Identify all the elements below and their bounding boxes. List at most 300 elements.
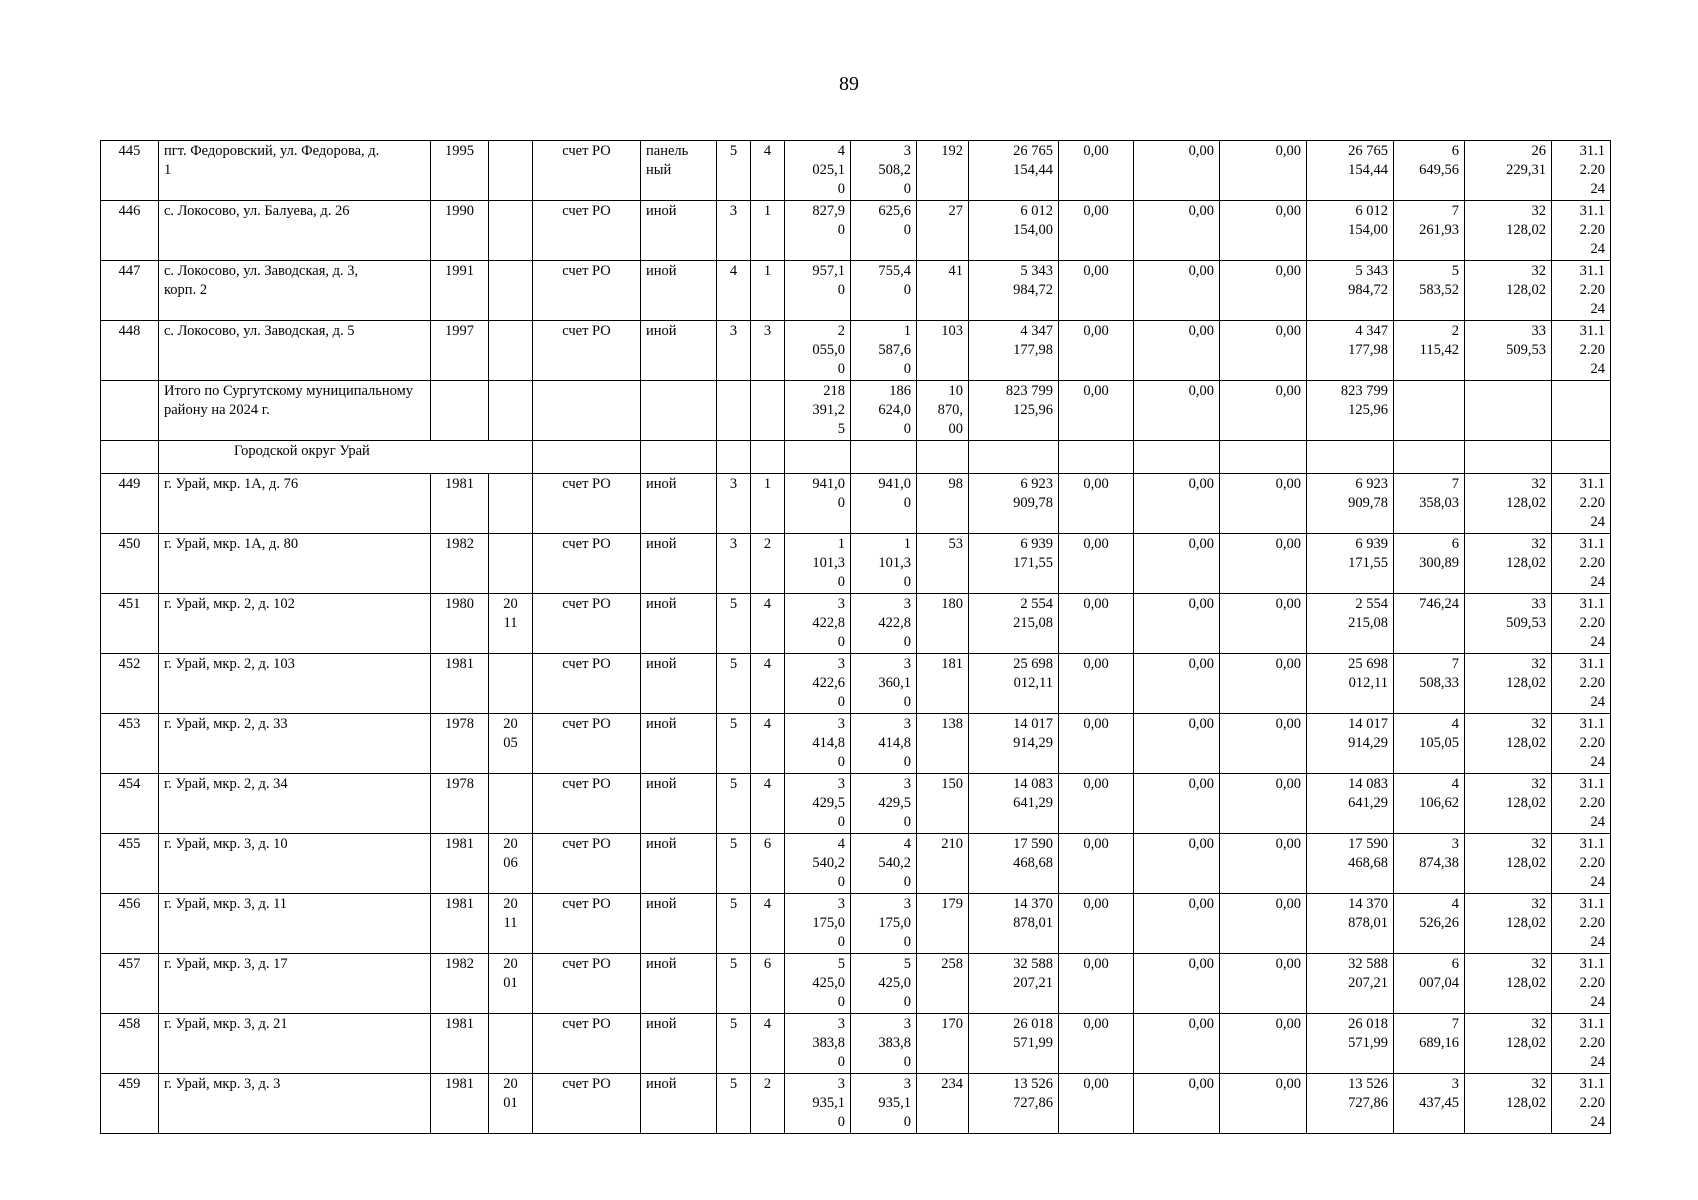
fund-method-cell: счет РО (533, 201, 641, 261)
floors-cell: 5 (717, 894, 751, 954)
deadline-cell: 31.1 2.20 24 (1552, 594, 1611, 654)
year-repair-cell (489, 261, 533, 321)
total-area-cell: 3 429,5 0 (785, 774, 851, 834)
wall-material-cell: иной (641, 774, 717, 834)
unit-cost-cell: 4 526,26 (1394, 894, 1465, 954)
residents-cell: 98 (917, 474, 969, 534)
max-unit-cost-cell: 32 128,02 (1465, 834, 1552, 894)
address-cell: г. Урай, мкр. 2, д. 102 (159, 594, 431, 654)
total-area-cell: 3 422,8 0 (785, 594, 851, 654)
wall-material-cell (641, 441, 717, 474)
living-area-cell: 4 540,2 0 (851, 834, 917, 894)
wall-material-cell: иной (641, 714, 717, 774)
total-cost-cell: 823 799 125,96 (969, 381, 1059, 441)
unit-cost-cell: 6 649,56 (1394, 141, 1465, 201)
total-cost-cell: 6 923 909,78 (969, 474, 1059, 534)
fund-method-cell: счет РО (533, 714, 641, 774)
total-area-cell: 3 935,1 0 (785, 1074, 851, 1134)
cost-fund-cell: 26 765 154,44 (1307, 141, 1394, 201)
entrances-cell: 6 (751, 954, 785, 1014)
cost-b-cell: 0,00 (1134, 954, 1220, 1014)
floors-cell: 3 (717, 474, 751, 534)
year-built-cell: 1991 (431, 261, 489, 321)
entrances-cell: 4 (751, 714, 785, 774)
cost-b-cell: 0,00 (1134, 201, 1220, 261)
wall-material-cell: иной (641, 594, 717, 654)
cost-c-cell: 0,00 (1220, 654, 1307, 714)
max-unit-cost-cell: 32 128,02 (1465, 534, 1552, 594)
row-number-cell: 450 (101, 534, 159, 594)
total-area-cell (785, 441, 851, 474)
entrances-cell (751, 441, 785, 474)
table-row (101, 201, 1611, 261)
row-number-cell: 454 (101, 774, 159, 834)
table-row (101, 654, 1611, 714)
cost-b-cell (1134, 441, 1220, 474)
max-unit-cost-cell: 32 128,02 (1465, 894, 1552, 954)
table-row (101, 1014, 1611, 1074)
deadline-cell: 31.1 2.20 24 (1552, 1074, 1611, 1134)
max-unit-cost-cell (1465, 381, 1552, 441)
cost-a-cell: 0,00 (1059, 381, 1134, 441)
cost-b-cell: 0,00 (1134, 261, 1220, 321)
cost-a-cell: 0,00 (1059, 474, 1134, 534)
table-row (101, 381, 1611, 441)
fund-method-cell: счет РО (533, 474, 641, 534)
cost-a-cell: 0,00 (1059, 534, 1134, 594)
max-unit-cost-cell: 32 128,02 (1465, 1074, 1552, 1134)
row-number-cell: 446 (101, 201, 159, 261)
cost-fund-cell (1307, 441, 1394, 474)
address-cell: с. Локосово, ул. Заводская, д. 3, корп. 2 (159, 261, 431, 321)
unit-cost-cell: 4 105,05 (1394, 714, 1465, 774)
row-number-cell: 452 (101, 654, 159, 714)
total-area-cell: 4 540,2 0 (785, 834, 851, 894)
row-number-cell: 445 (101, 141, 159, 201)
cost-b-cell: 0,00 (1134, 1014, 1220, 1074)
address-cell: г. Урай, мкр. 3, д. 3 (159, 1074, 431, 1134)
floors-cell: 5 (717, 594, 751, 654)
address-cell: г. Урай, мкр. 3, д. 10 (159, 834, 431, 894)
entrances-cell: 1 (751, 261, 785, 321)
cost-a-cell: 0,00 (1059, 321, 1134, 381)
max-unit-cost-cell: 33 509,53 (1465, 321, 1552, 381)
wall-material-cell: панель ный (641, 141, 717, 201)
fund-method-cell: счет РО (533, 834, 641, 894)
total-cost-cell: 26 765 154,44 (969, 141, 1059, 201)
table-row (101, 954, 1611, 1014)
floors-cell: 5 (717, 774, 751, 834)
address-cell: г. Урай, мкр. 2, д. 34 (159, 774, 431, 834)
deadline-cell: 31.1 2.20 24 (1552, 834, 1611, 894)
entrances-cell: 4 (751, 141, 785, 201)
total-area-cell: 1 101,3 0 (785, 534, 851, 594)
cost-c-cell: 0,00 (1220, 534, 1307, 594)
living-area-cell: 3 935,1 0 (851, 1074, 917, 1134)
entrances-cell: 1 (751, 201, 785, 261)
max-unit-cost-cell: 32 128,02 (1465, 654, 1552, 714)
address-cell: г. Урай, мкр. 1А, д. 76 (159, 474, 431, 534)
wall-material-cell: иной (641, 834, 717, 894)
cost-fund-cell: 17 590 468,68 (1307, 834, 1394, 894)
wall-material-cell: иной (641, 261, 717, 321)
total-area-cell: 957,1 0 (785, 261, 851, 321)
cost-b-cell: 0,00 (1134, 774, 1220, 834)
residents-cell: 192 (917, 141, 969, 201)
deadline-cell: 31.1 2.20 24 (1552, 774, 1611, 834)
address-cell: с. Локосово, ул. Заводская, д. 5 (159, 321, 431, 381)
living-area-cell: 3 383,8 0 (851, 1014, 917, 1074)
fund-method-cell: счет РО (533, 534, 641, 594)
year-repair-cell (489, 141, 533, 201)
residents-cell: 179 (917, 894, 969, 954)
year-built-cell: 1990 (431, 201, 489, 261)
living-area-cell: 625,6 0 (851, 201, 917, 261)
living-area-cell: 1 101,3 0 (851, 534, 917, 594)
wall-material-cell: иной (641, 321, 717, 381)
total-cost-cell: 32 588 207,21 (969, 954, 1059, 1014)
address-cell: с. Локосово, ул. Балуева, д. 26 (159, 201, 431, 261)
cost-a-cell: 0,00 (1059, 954, 1134, 1014)
cost-b-cell: 0,00 (1134, 1074, 1220, 1134)
table-row (101, 141, 1611, 201)
year-repair-cell: 20 05 (489, 714, 533, 774)
total-area-cell: 3 175,0 0 (785, 894, 851, 954)
table-row (101, 894, 1611, 954)
fund-method-cell: счет РО (533, 141, 641, 201)
deadline-cell (1552, 381, 1611, 441)
address-cell: г. Урай, мкр. 3, д. 17 (159, 954, 431, 1014)
cost-c-cell: 0,00 (1220, 201, 1307, 261)
deadline-cell: 31.1 2.20 24 (1552, 321, 1611, 381)
table-row (101, 1074, 1611, 1134)
unit-cost-cell: 6 300,89 (1394, 534, 1465, 594)
total-cost-cell: 14 017 914,29 (969, 714, 1059, 774)
deadline-cell: 31.1 2.20 24 (1552, 141, 1611, 201)
fund-method-cell: счет РО (533, 894, 641, 954)
deadline-cell: 31.1 2.20 24 (1552, 894, 1611, 954)
unit-cost-cell (1394, 441, 1465, 474)
entrances-cell: 3 (751, 321, 785, 381)
cost-a-cell: 0,00 (1059, 714, 1134, 774)
deadline-cell: 31.1 2.20 24 (1552, 654, 1611, 714)
floors-cell: 5 (717, 654, 751, 714)
cost-fund-cell: 823 799 125,96 (1307, 381, 1394, 441)
total-cost-cell: 6 939 171,55 (969, 534, 1059, 594)
living-area-cell (851, 441, 917, 474)
year-built-cell: 1978 (431, 714, 489, 774)
entrances-cell (751, 381, 785, 441)
row-number-cell: 458 (101, 1014, 159, 1074)
residents-cell: 138 (917, 714, 969, 774)
cost-fund-cell: 13 526 727,86 (1307, 1074, 1394, 1134)
year-repair-cell (489, 321, 533, 381)
max-unit-cost-cell: 32 128,02 (1465, 714, 1552, 774)
table-row (101, 534, 1611, 594)
cost-b-cell: 0,00 (1134, 321, 1220, 381)
cost-c-cell: 0,00 (1220, 834, 1307, 894)
total-cost-cell: 13 526 727,86 (969, 1074, 1059, 1134)
total-area-cell: 3 383,8 0 (785, 1014, 851, 1074)
cost-b-cell: 0,00 (1134, 474, 1220, 534)
cost-c-cell: 0,00 (1220, 714, 1307, 774)
row-number-cell: 449 (101, 474, 159, 534)
address-cell: г. Урай, мкр. 3, д. 21 (159, 1014, 431, 1074)
floors-cell (717, 381, 751, 441)
residents-cell: 170 (917, 1014, 969, 1074)
year-built-cell: 1982 (431, 954, 489, 1014)
wall-material-cell: иной (641, 954, 717, 1014)
fund-method-cell: счет РО (533, 954, 641, 1014)
entrances-cell: 4 (751, 1014, 785, 1074)
floors-cell: 5 (717, 1014, 751, 1074)
total-area-cell: 218 391,2 5 (785, 381, 851, 441)
floors-cell: 5 (717, 714, 751, 774)
floors-cell: 5 (717, 834, 751, 894)
unit-cost-cell: 6 007,04 (1394, 954, 1465, 1014)
table-row (101, 474, 1611, 534)
wall-material-cell: иной (641, 894, 717, 954)
floors-cell: 3 (717, 321, 751, 381)
cost-b-cell: 0,00 (1134, 714, 1220, 774)
wall-material-cell: иной (641, 201, 717, 261)
year-repair-cell: 20 01 (489, 1074, 533, 1134)
residents-cell: 27 (917, 201, 969, 261)
living-area-cell: 3 360,1 0 (851, 654, 917, 714)
cost-b-cell: 0,00 (1134, 654, 1220, 714)
cost-fund-cell: 14 083 641,29 (1307, 774, 1394, 834)
residents-cell: 41 (917, 261, 969, 321)
floors-cell: 3 (717, 534, 751, 594)
cost-fund-cell: 6 012 154,00 (1307, 201, 1394, 261)
total-cost-cell: 14 083 641,29 (969, 774, 1059, 834)
row-number-cell: 457 (101, 954, 159, 1014)
year-repair-cell (489, 774, 533, 834)
address-cell: г. Урай, мкр. 3, д. 11 (159, 894, 431, 954)
unit-cost-cell: 7 261,93 (1394, 201, 1465, 261)
table-row (101, 714, 1611, 774)
year-built-cell: 1981 (431, 654, 489, 714)
unit-cost-cell: 3 874,38 (1394, 834, 1465, 894)
total-area-cell: 3 422,6 0 (785, 654, 851, 714)
row-number-cell: 451 (101, 594, 159, 654)
total-area-cell: 941,0 0 (785, 474, 851, 534)
fund-method-cell: счет РО (533, 774, 641, 834)
row-number-cell: 447 (101, 261, 159, 321)
page-number: 89 (839, 73, 859, 95)
total-cost-cell: 4 347 177,98 (969, 321, 1059, 381)
cost-c-cell: 0,00 (1220, 141, 1307, 201)
residents-cell: 180 (917, 594, 969, 654)
year-built-cell: 1997 (431, 321, 489, 381)
entrances-cell: 4 (751, 894, 785, 954)
total-area-cell: 827,9 0 (785, 201, 851, 261)
total-area-cell: 4 025,1 0 (785, 141, 851, 201)
address-cell: г. Урай, мкр. 2, д. 103 (159, 654, 431, 714)
floors-cell: 5 (717, 954, 751, 1014)
fund-method-cell: счет РО (533, 1074, 641, 1134)
cost-c-cell (1220, 441, 1307, 474)
residents-cell: 181 (917, 654, 969, 714)
year-built-cell: 1981 (431, 1014, 489, 1074)
fund-method-cell (533, 381, 641, 441)
cost-b-cell: 0,00 (1134, 894, 1220, 954)
row-number-cell: 448 (101, 321, 159, 381)
table-row (101, 774, 1611, 834)
wall-material-cell: иной (641, 474, 717, 534)
cost-a-cell: 0,00 (1059, 201, 1134, 261)
cost-a-cell: 0,00 (1059, 894, 1134, 954)
unit-cost-cell: 3 437,45 (1394, 1074, 1465, 1134)
unit-cost-cell: 7 508,33 (1394, 654, 1465, 714)
row-number-cell: 453 (101, 714, 159, 774)
living-area-cell: 186 624,0 0 (851, 381, 917, 441)
total-area-cell: 5 425,0 0 (785, 954, 851, 1014)
total-cost-cell: 17 590 468,68 (969, 834, 1059, 894)
cost-c-cell: 0,00 (1220, 894, 1307, 954)
cost-b-cell: 0,00 (1134, 594, 1220, 654)
cost-fund-cell: 4 347 177,98 (1307, 321, 1394, 381)
row-number (101, 441, 159, 474)
cost-a-cell: 0,00 (1059, 774, 1134, 834)
entrances-cell: 4 (751, 594, 785, 654)
cost-c-cell: 0,00 (1220, 774, 1307, 834)
unit-cost-cell: 7 358,03 (1394, 474, 1465, 534)
cost-fund-cell: 25 698 012,11 (1307, 654, 1394, 714)
floors-cell: 4 (717, 261, 751, 321)
max-unit-cost-cell: 32 128,02 (1465, 954, 1552, 1014)
cost-a-cell: 0,00 (1059, 1014, 1134, 1074)
residents-cell: 10 870, 00 (917, 381, 969, 441)
cost-a-cell: 0,00 (1059, 1074, 1134, 1134)
entrances-cell: 4 (751, 774, 785, 834)
deadline-cell: 31.1 2.20 24 (1552, 1014, 1611, 1074)
year-repair-cell (489, 381, 533, 441)
deadline-cell: 31.1 2.20 24 (1552, 534, 1611, 594)
deadline-cell: 31.1 2.20 24 (1552, 714, 1611, 774)
total-cost-cell: 26 018 571,99 (969, 1014, 1059, 1074)
fund-method-cell: счет РО (533, 594, 641, 654)
year-built-cell: 1995 (431, 141, 489, 201)
cost-a-cell (1059, 441, 1134, 474)
living-area-cell: 5 425,0 0 (851, 954, 917, 1014)
total-cost-cell: 25 698 012,11 (969, 654, 1059, 714)
cost-a-cell: 0,00 (1059, 654, 1134, 714)
cost-fund-cell: 14 370 878,01 (1307, 894, 1394, 954)
residents-cell: 150 (917, 774, 969, 834)
deadline-cell: 31.1 2.20 24 (1552, 201, 1611, 261)
section-title: Городской округ Урай (159, 441, 533, 474)
cost-c-cell: 0,00 (1220, 1014, 1307, 1074)
residents-cell (917, 441, 969, 474)
deadline-cell: 31.1 2.20 24 (1552, 261, 1611, 321)
cost-fund-cell: 6 923 909,78 (1307, 474, 1394, 534)
entrances-cell: 1 (751, 474, 785, 534)
wall-material-cell: иной (641, 1074, 717, 1134)
year-repair-cell: 20 11 (489, 894, 533, 954)
unit-cost-cell: 4 106,62 (1394, 774, 1465, 834)
cost-c-cell: 0,00 (1220, 381, 1307, 441)
section-row (101, 441, 1611, 474)
deadline-cell: 31.1 2.20 24 (1552, 474, 1611, 534)
cost-b-cell: 0,00 (1134, 534, 1220, 594)
year-built-cell: 1978 (431, 774, 489, 834)
max-unit-cost-cell: 32 128,02 (1465, 261, 1552, 321)
fund-method-cell: счет РО (533, 1014, 641, 1074)
entrances-cell: 4 (751, 654, 785, 714)
year-built-cell: 1981 (431, 894, 489, 954)
cost-b-cell: 0,00 (1134, 141, 1220, 201)
fund-method-cell: счет РО (533, 261, 641, 321)
cost-c-cell: 0,00 (1220, 1074, 1307, 1134)
table-body (101, 141, 1611, 1134)
cost-c-cell: 0,00 (1220, 321, 1307, 381)
living-area-cell: 3 429,5 0 (851, 774, 917, 834)
wall-material-cell: иной (641, 534, 717, 594)
living-area-cell: 755,4 0 (851, 261, 917, 321)
total-cost-cell (969, 441, 1059, 474)
fund-method-cell: счет РО (533, 321, 641, 381)
living-area-cell: 3 175,0 0 (851, 894, 917, 954)
cost-a-cell: 0,00 (1059, 261, 1134, 321)
table-row (101, 261, 1611, 321)
cost-a-cell: 0,00 (1059, 141, 1134, 201)
row-number-cell: 459 (101, 1074, 159, 1134)
max-unit-cost-cell: 32 128,02 (1465, 774, 1552, 834)
cost-fund-cell: 5 343 984,72 (1307, 261, 1394, 321)
address-cell: г. Урай, мкр. 1А, д. 80 (159, 534, 431, 594)
max-unit-cost-cell: 33 509,53 (1465, 594, 1552, 654)
residents-cell: 53 (917, 534, 969, 594)
year-built-cell: 1981 (431, 474, 489, 534)
residents-cell: 258 (917, 954, 969, 1014)
living-area-cell: 3 414,8 0 (851, 714, 917, 774)
row-number-cell: 456 (101, 894, 159, 954)
wall-material-cell: иной (641, 1014, 717, 1074)
unit-cost-cell: 2 115,42 (1394, 321, 1465, 381)
year-built-cell: 1980 (431, 594, 489, 654)
year-built-cell (431, 381, 489, 441)
fund-method-cell: счет РО (533, 654, 641, 714)
year-repair-cell (489, 534, 533, 594)
year-built-cell: 1982 (431, 534, 489, 594)
row-number-cell: 455 (101, 834, 159, 894)
table-row (101, 594, 1611, 654)
total-cost-cell: 2 554 215,08 (969, 594, 1059, 654)
living-area-cell: 3 422,8 0 (851, 594, 917, 654)
unit-cost-cell: 7 689,16 (1394, 1014, 1465, 1074)
year-repair-cell (489, 654, 533, 714)
total-cost-cell: 6 012 154,00 (969, 201, 1059, 261)
address-cell: Итого по Сургутскому муниципальному району на 2024 г. (159, 381, 431, 441)
cost-c-cell: 0,00 (1220, 954, 1307, 1014)
table-row (101, 321, 1611, 381)
cost-c-cell: 0,00 (1220, 474, 1307, 534)
year-built-cell: 1981 (431, 834, 489, 894)
unit-cost-cell (1394, 381, 1465, 441)
residents-cell: 103 (917, 321, 969, 381)
cost-b-cell: 0,00 (1134, 381, 1220, 441)
max-unit-cost-cell (1465, 441, 1552, 474)
cost-fund-cell: 14 017 914,29 (1307, 714, 1394, 774)
total-cost-cell: 14 370 878,01 (969, 894, 1059, 954)
cost-a-cell: 0,00 (1059, 594, 1134, 654)
fund-method-cell (533, 441, 641, 474)
cost-fund-cell: 2 554 215,08 (1307, 594, 1394, 654)
year-repair-cell: 20 06 (489, 834, 533, 894)
entrances-cell: 2 (751, 1074, 785, 1134)
deadline-cell (1552, 441, 1611, 474)
